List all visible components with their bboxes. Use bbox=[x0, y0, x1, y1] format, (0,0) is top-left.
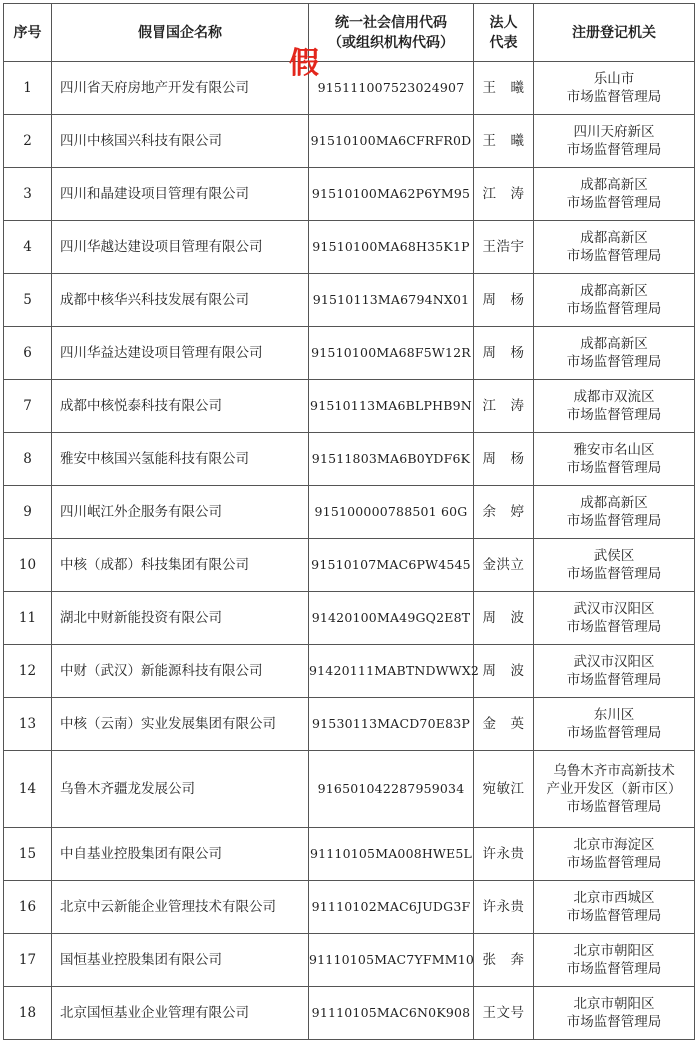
credit-code-cell: 91510113MA6794NX01 bbox=[309, 274, 474, 327]
registration-authority-cell bbox=[534, 62, 695, 115]
registration-authority-cell bbox=[534, 433, 695, 486]
credit-code-cell: 916501042287959034 bbox=[309, 751, 474, 828]
index-cell: 17 bbox=[4, 934, 52, 987]
registration-authority-cell bbox=[534, 539, 695, 592]
table-row bbox=[4, 987, 695, 1040]
company-name-cell: 成都中核悦泰科技有限公司 bbox=[52, 380, 309, 433]
index-cell: 6 bbox=[4, 327, 52, 380]
index-cell: 10 bbox=[4, 539, 52, 592]
legal-rep-cell: 王 曦 bbox=[474, 115, 534, 168]
authority-line: 市场监督管理局 bbox=[566, 89, 662, 105]
index-cell: 4 bbox=[4, 221, 52, 274]
index-cell: 16 bbox=[4, 881, 52, 934]
legal-rep-cell: 金洪立 bbox=[474, 539, 534, 592]
authority-line: 市场监督管理局 bbox=[566, 460, 662, 476]
credit-code-cell: 91510100MA62P6YM95 bbox=[309, 168, 474, 221]
table-body bbox=[4, 62, 695, 1040]
table-row bbox=[4, 881, 695, 934]
registration-authority-cell bbox=[534, 645, 695, 698]
legal-rep-cell: 周 杨 bbox=[474, 327, 534, 380]
authority-line: 四川天府新区 bbox=[573, 124, 655, 140]
credit-code-cell: 91511803MA6B0YDF6K bbox=[309, 433, 474, 486]
table-row bbox=[4, 934, 695, 987]
credit-code-cell: 91420100MA49GQ2E8T bbox=[309, 592, 474, 645]
legal-rep-cell: 宛敏江 bbox=[474, 751, 534, 828]
credit-code-cell: 91510107MAC6PW4545 bbox=[309, 539, 474, 592]
header-authority: 注册登记机关 bbox=[534, 4, 695, 62]
index-cell: 3 bbox=[4, 168, 52, 221]
legal-rep-cell: 王浩宇 bbox=[474, 221, 534, 274]
registration-authority-cell bbox=[534, 698, 695, 751]
credit-code-cell: 91110105MAC7YFMM10 bbox=[309, 934, 474, 987]
authority-line: 成都市双流区 bbox=[573, 389, 655, 405]
authority-line: 北京市西城区 bbox=[573, 890, 655, 906]
table-row bbox=[4, 539, 695, 592]
authority-line: 市场监督管理局 bbox=[566, 619, 662, 635]
authority-line: 成都高新区 bbox=[580, 283, 648, 299]
registration-authority-cell bbox=[534, 274, 695, 327]
fake-stamp-mark: 假 bbox=[289, 46, 319, 81]
document-page bbox=[3, 3, 695, 1040]
index-cell: 2 bbox=[4, 115, 52, 168]
legal-rep-cell: 周 杨 bbox=[474, 433, 534, 486]
index-cell: 1 bbox=[4, 62, 52, 115]
credit-code-cell: 915100000788501 60G bbox=[309, 486, 474, 539]
fake-soe-table bbox=[3, 3, 695, 1040]
authority-line: 市场监督管理局 bbox=[566, 407, 662, 423]
registration-authority-cell bbox=[534, 934, 695, 987]
authority-line: 市场监督管理局 bbox=[566, 566, 662, 582]
company-name-cell: 中核（成都）科技集团有限公司 bbox=[52, 539, 309, 592]
table-row bbox=[4, 751, 695, 828]
table-row bbox=[4, 168, 695, 221]
authority-line: 成都高新区 bbox=[580, 336, 648, 352]
registration-authority-cell bbox=[534, 987, 695, 1040]
registration-authority-cell bbox=[534, 751, 695, 828]
registration-authority-cell bbox=[534, 115, 695, 168]
authority-line: 市场监督管理局 bbox=[566, 961, 662, 977]
authority-line: 市场监督管理局 bbox=[566, 725, 662, 741]
table-row bbox=[4, 828, 695, 881]
header-name: 假冒国企名称 bbox=[52, 4, 309, 62]
header-rep-line1: 法人 bbox=[489, 14, 518, 31]
company-name-cell: 四川省天府房地产开发有限公司 bbox=[52, 62, 309, 115]
index-cell: 18 bbox=[4, 987, 52, 1040]
authority-line: 市场监督管理局 bbox=[566, 301, 662, 317]
header-index: 序号 bbox=[4, 4, 52, 62]
index-cell: 9 bbox=[4, 486, 52, 539]
table-row bbox=[4, 221, 695, 274]
legal-rep-cell: 王 曦 bbox=[474, 62, 534, 115]
registration-authority-cell bbox=[534, 327, 695, 380]
company-name-cell: 四川华益达建设项目管理有限公司 bbox=[52, 327, 309, 380]
authority-line: 市场监督管理局 bbox=[566, 1014, 662, 1030]
authority-line: 市场监督管理局 bbox=[566, 908, 662, 924]
registration-authority-cell bbox=[534, 221, 695, 274]
table-row bbox=[4, 486, 695, 539]
authority-line: 市场监督管理局 bbox=[566, 513, 662, 529]
company-name-cell: 北京中云新能企业管理技术有限公司 bbox=[52, 881, 309, 934]
authority-line: 乌鲁木齐市高新技术 bbox=[553, 763, 675, 779]
company-name-cell: 四川中核国兴科技有限公司 bbox=[52, 115, 309, 168]
index-cell: 11 bbox=[4, 592, 52, 645]
company-name-cell: 乌鲁木齐疆龙发展公司 bbox=[52, 751, 309, 828]
company-name-cell: 国恒基业控股集团有限公司 bbox=[52, 934, 309, 987]
authority-line: 东川区 bbox=[593, 707, 635, 723]
registration-authority-cell bbox=[534, 592, 695, 645]
header-code-line1: 统一社会信用代码 bbox=[335, 14, 447, 31]
legal-rep-cell: 张 奔 bbox=[474, 934, 534, 987]
legal-rep-cell: 周 杨 bbox=[474, 274, 534, 327]
credit-code-cell: 91420111MABTNDWWX2 bbox=[309, 645, 474, 698]
legal-rep-cell: 江 涛 bbox=[474, 380, 534, 433]
legal-rep-cell: 许永贵 bbox=[474, 881, 534, 934]
header-code-line2: （或组织机构代码） bbox=[328, 34, 454, 51]
credit-code-cell: 91110102MAC6JUDG3F bbox=[309, 881, 474, 934]
company-name-cell: 湖北中财新能投资有限公司 bbox=[52, 592, 309, 645]
company-name-cell: 四川和晶建设项目管理有限公司 bbox=[52, 168, 309, 221]
index-cell: 13 bbox=[4, 698, 52, 751]
legal-rep-cell: 许永贵 bbox=[474, 828, 534, 881]
table-row bbox=[4, 327, 695, 380]
credit-code-cell: 91110105MAC6N0K908 bbox=[309, 987, 474, 1040]
header-rep-line2: 代表 bbox=[489, 34, 518, 51]
authority-line: 武汉市汉阳区 bbox=[573, 601, 655, 617]
company-name-cell: 雅安中核国兴氢能科技有限公司 bbox=[52, 433, 309, 486]
table-row bbox=[4, 433, 695, 486]
table-row bbox=[4, 698, 695, 751]
index-cell: 14 bbox=[4, 751, 52, 828]
company-name-cell: 成都中核华兴科技发展有限公司 bbox=[52, 274, 309, 327]
authority-line: 武汉市汉阳区 bbox=[573, 654, 655, 670]
authority-line: 北京市朝阳区 bbox=[573, 996, 655, 1012]
credit-code-cell: 91510113MA6BLPHB9N bbox=[309, 380, 474, 433]
credit-code-cell: 91530113MACD70E83P bbox=[309, 698, 474, 751]
index-cell: 8 bbox=[4, 433, 52, 486]
legal-rep-cell: 周 波 bbox=[474, 645, 534, 698]
index-cell: 7 bbox=[4, 380, 52, 433]
legal-rep-cell: 余 婷 bbox=[474, 486, 534, 539]
company-name-cell: 北京国恒基业企业管理有限公司 bbox=[52, 987, 309, 1040]
credit-code-cell: 91510100MA68H35K1P bbox=[309, 221, 474, 274]
registration-authority-cell bbox=[534, 168, 695, 221]
company-name-cell: 中核（云南）实业发展集团有限公司 bbox=[52, 698, 309, 751]
table-row bbox=[4, 62, 695, 115]
registration-authority-cell bbox=[534, 828, 695, 881]
authority-line: 市场监督管理局 bbox=[566, 855, 662, 871]
header-rep bbox=[474, 4, 534, 62]
authority-line: 乐山市 bbox=[593, 71, 635, 87]
company-name-cell: 中财（武汉）新能源科技有限公司 bbox=[52, 645, 309, 698]
credit-code-cell: 91510100MA68F5W12R bbox=[309, 327, 474, 380]
legal-rep-cell: 金 英 bbox=[474, 698, 534, 751]
legal-rep-cell: 周 波 bbox=[474, 592, 534, 645]
company-name-cell: 四川岷江外企服务有限公司 bbox=[52, 486, 309, 539]
authority-line: 北京市朝阳区 bbox=[573, 943, 655, 959]
authority-line: 成都高新区 bbox=[580, 230, 648, 246]
table-row bbox=[4, 592, 695, 645]
authority-line: 成都高新区 bbox=[580, 495, 648, 511]
company-name-cell: 中自基业控股集团有限公司 bbox=[52, 828, 309, 881]
header-code bbox=[309, 4, 474, 62]
authority-line: 雅安市名山区 bbox=[573, 442, 655, 458]
table-row bbox=[4, 274, 695, 327]
legal-rep-cell: 王文号 bbox=[474, 987, 534, 1040]
table-row bbox=[4, 645, 695, 698]
registration-authority-cell bbox=[534, 380, 695, 433]
authority-line: 产业开发区（新市区） bbox=[546, 781, 682, 797]
authority-line: 市场监督管理局 bbox=[566, 195, 662, 211]
authority-line: 市场监督管理局 bbox=[566, 142, 662, 158]
authority-line: 市场监督管理局 bbox=[566, 354, 662, 370]
table-header-row bbox=[4, 4, 695, 62]
registration-authority-cell bbox=[534, 881, 695, 934]
credit-code-cell: 91110105MA008HWE5L bbox=[309, 828, 474, 881]
index-cell: 5 bbox=[4, 274, 52, 327]
authority-line: 成都高新区 bbox=[580, 177, 648, 193]
credit-code-cell: 915111007523024907 bbox=[309, 62, 474, 115]
table-row bbox=[4, 380, 695, 433]
registration-authority-cell bbox=[534, 486, 695, 539]
authority-line: 市场监督管理局 bbox=[566, 672, 662, 688]
authority-line: 武侯区 bbox=[593, 548, 635, 564]
index-cell: 15 bbox=[4, 828, 52, 881]
authority-line: 市场监督管理局 bbox=[566, 799, 662, 815]
authority-line: 北京市海淀区 bbox=[573, 837, 655, 853]
company-name-cell: 四川华越达建设项目管理有限公司 bbox=[52, 221, 309, 274]
table-row bbox=[4, 115, 695, 168]
credit-code-cell: 91510100MA6CFRFR0D bbox=[309, 115, 474, 168]
authority-line: 市场监督管理局 bbox=[566, 248, 662, 264]
legal-rep-cell: 江 涛 bbox=[474, 168, 534, 221]
index-cell: 12 bbox=[4, 645, 52, 698]
